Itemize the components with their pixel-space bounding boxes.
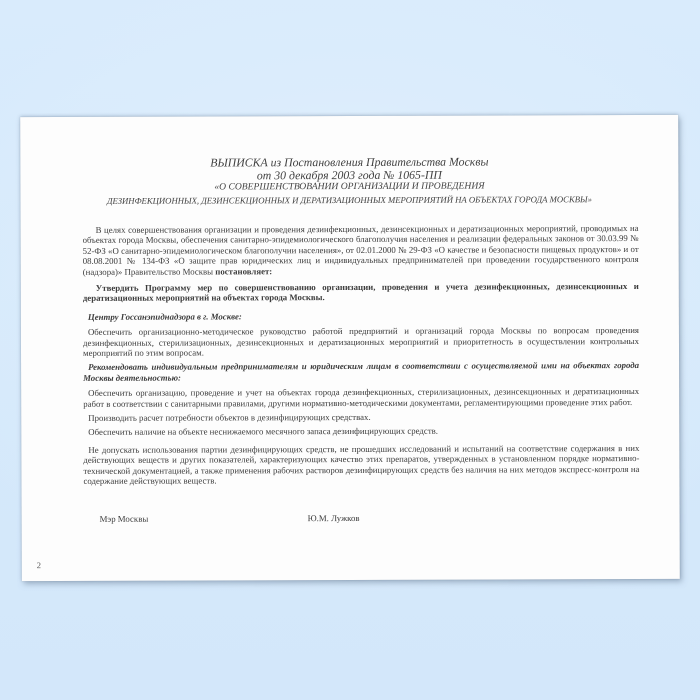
intro-bold-tail: постановляет: [215, 265, 273, 277]
document-header [20, 155, 678, 207]
signature-row [84, 512, 640, 526]
intro-paragraph [83, 223, 639, 277]
section1-item: Обеспечить организационно-методическое руководство работой предприятий и организаций города Москвы по вопросам проведения дезинфекционных, стерилизационных, дезинсекционных и дератизационных мероприятий и приоритетность в осуществлении контрольных мероприятий по этим вопросам. [82, 325, 639, 358]
section2-item: Обеспечить организацию, проведение и учет на объектах города дезинфекционных, стерилизационных, дезинсекционных и дератизационных работ в соответствии с санитарными правилами, другими нормативно-методическими документами, регламентирующими проведение этих работ. [83, 386, 640, 409]
document-content [20, 115, 680, 581]
header-title-line-1: ВЫПИСКА из Постановления Правительства Москвы [210, 154, 489, 170]
section2-item: Обеспечить наличие на объекте неснижаемого месячного запаса дезинфицирующих средств. [88, 426, 439, 438]
section2-item: Не допускать использования партии дезинфицирующих средств, не прошедших исследований и испытаний на соответствие содержания в них действующих веществ и других показателей, характеризующих качество этих препаратов, утвержденных в установленном порядке нормативно-технической документацией, а также применения рабочих растворов дезинфицирующих средств без наличия на них методов экспресс-контроля на содержание действующих веществ. [83, 442, 640, 487]
signature-role: Мэр Москвы [99, 513, 149, 524]
resolution-paragraph: Утвердить Программу мер по совершенствованию организации, проведения и учета дезинфекционных, дезинсекционных и дератизационных мероприятий на объектах города Москвы. [82, 281, 639, 304]
header-subject-line-1: «О СОВЕРШЕНСТВОВАНИИ ОРГАНИЗАЦИИ И ПРОВЕДЕНИЯ [214, 180, 485, 193]
header-subject-line-2: ДЕЗИНФЕКЦИОННЫХ, ДЕЗИНСЕКЦИОННЫХ И ДЕРАТИЗАЦИОННЫХ МЕРОПРИЯТИЙ НА ОБЪЕКТАХ ГОРОДА МОСКВЫ» [106, 193, 592, 206]
section1-heading: Центру Госсанэпиднадзора в г. Москве: [87, 311, 242, 322]
page-number: 2 [36, 560, 42, 571]
header-date-number-line: от 30 декабря 2003 года № 1065-ПП [256, 167, 442, 182]
section2-heading: Рекомендовать индивидуальным предпринимателям и юридическим лицам в соответствии с осуществляемой ими на объектах города Москвы деятельностью: [83, 360, 640, 383]
document-page [20, 115, 680, 581]
section2-item: Производить расчет потребности объектов в дезинфицирующих средствах. [88, 412, 371, 423]
intro-text: В целях совершенствования организации и проведения дезинфекционных, дезинсекционных и дератизационных мероприятий, проводимых на объектах города Москвы, обеспечения санитарно-эпидемиологического благополучия населения и реализации федеральных законов от 30.03.99 № 52-ФЗ «О санитарно-эпидемиологическом благополучии населения», от 02.01.2000 № 29-ФЗ «О качестве и безопасности пищевых продуктов» и от 08.08.2001 № 134-ФЗ «О защите прав юридических лиц и индивидуальных предпринимателей при проведении государственного контроля (надзора)» Правительство Москвы [82, 222, 639, 277]
signature-name: Ю.М. Лужков [307, 512, 360, 523]
